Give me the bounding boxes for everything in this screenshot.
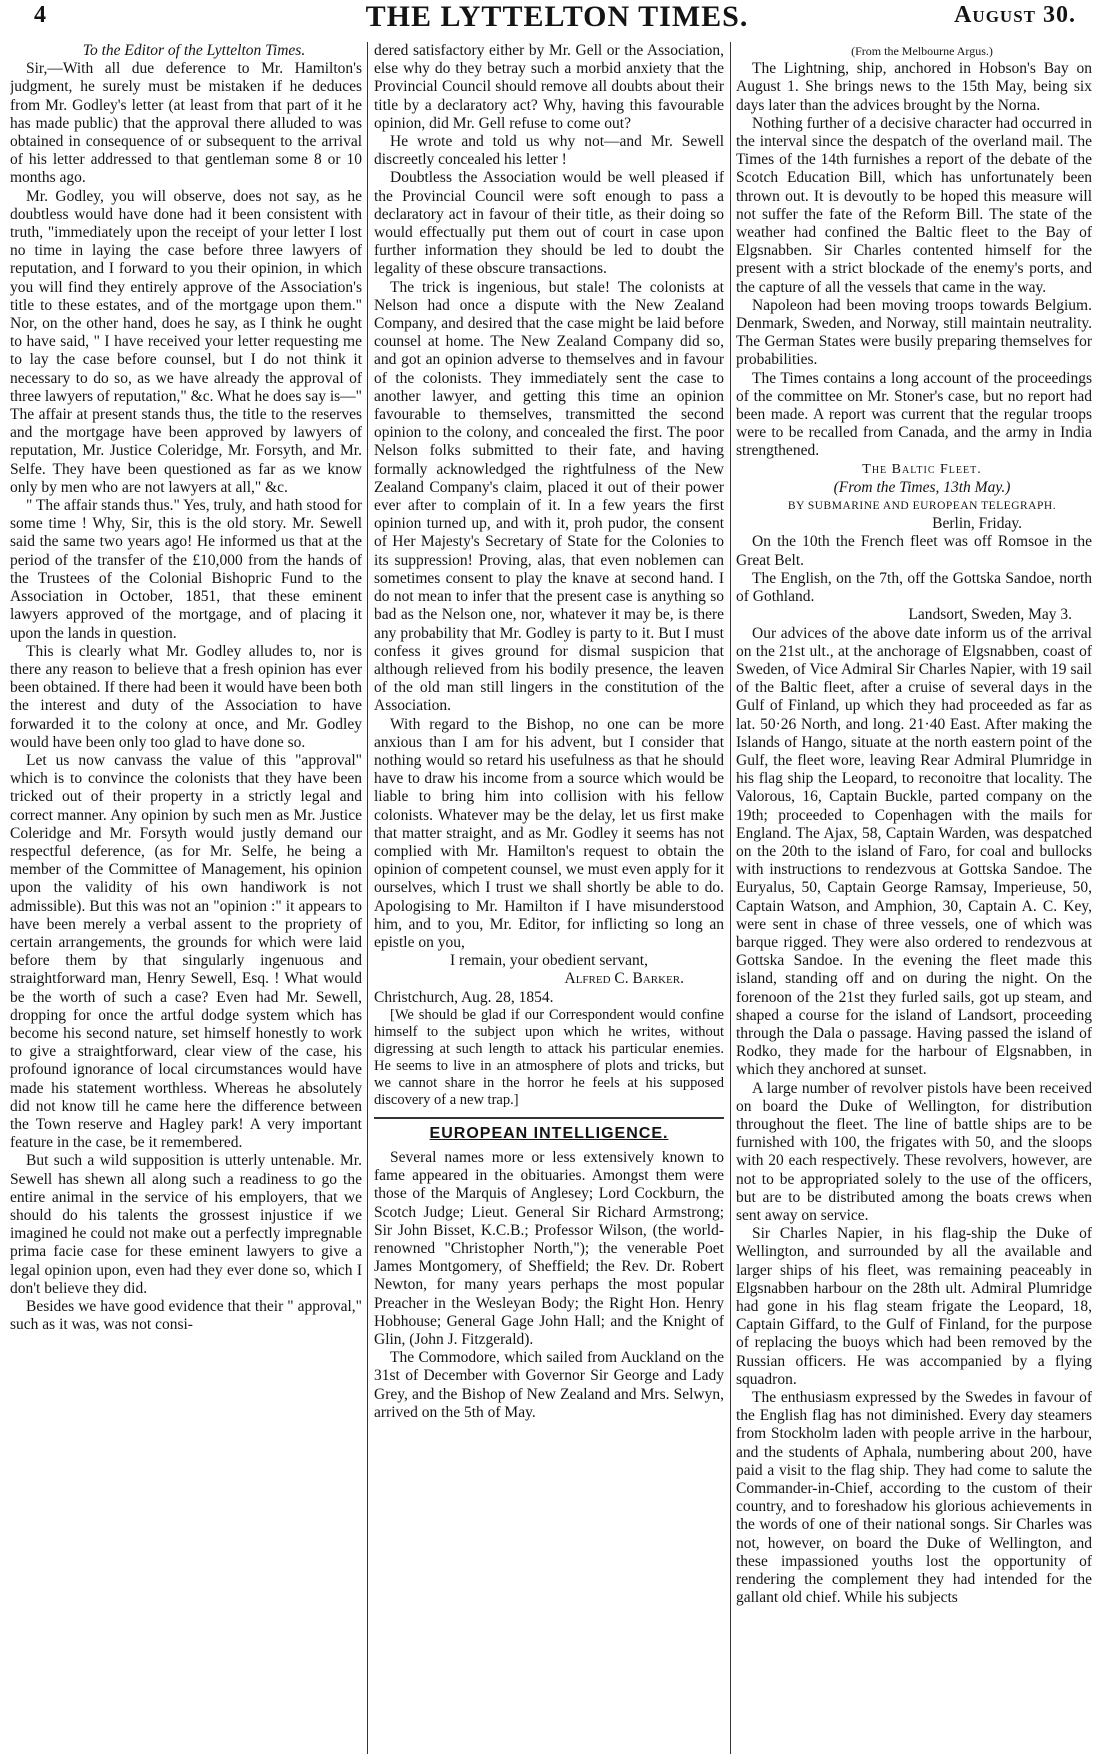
article-paragraph: Our advices of the above date inform us of the arrival on the 21st ult., at the anchorage of Elgsnabben, coast of Sweden, of Vice Admiral Sir Charles Napier, with 19 sail of the Baltic fleet, after a cruise of several days in the Gulf of Finland, up which they had proceeded as far as lat. 50·26 North, and long. 21·40 East. After making the Islands of Hango, situate at the north eastern point of the Gulf, the fleet wore, leaving Rear Admiral Plumridge in his flag ship the Leopard, to reconoitre that locality. The Valorous, 16, Captain Buckle, parted company on the 19th; proceeded to Copenhagen with the mails for England. The Ajax, 58, Captain Warden, was despatched on the 20th to the island of Faro, for coal and bullocks with instructions to rendezvous at Gottska Sandoe. The Euryalus, 50, Captain George Ramsay, Imperieuse, 50, Captain Watson, and Amphion, 30, Captain A. C. Key, were sent in chase of three vessels, one of which was barque rigged. They were also ordered to rendezvous at Gottska Sandoe. In the evening the fleet made this island, standing off and on during the night. On the forenoon of the 21st they furled sails, got up steam, and shaped a course for the island of Landsort, proceeding through the Dala o passage. Having passed the island of Rodko, they made for the harbour of Elgsnabben, in which they anchored at sunset. [736,624,1092,1079]
section-heading: EUROPEAN INTELLIGENCE. [429,1124,669,1142]
article-paragraph: The Commodore, which sailed from Auckland on the 31st of December with Governor Sir George and Lady Grey, and the Bishop of New Zealand and Mrs. Selwyn, arrived on the 5th of May. [374,1349,724,1421]
article-paragraph: Nothing further of a decisive character had occurred in the interval since the despatch of the overland mail. The Times of the 14th furnishes a report of the debate of the Scotch Education Bill, which has unfortunately been thrown out. It is devoutly to be hoped this measure will not suffer the fate of the Reform Bill. The state of the weather had confined the Baltic fleet to the Bay of Elgsnabben. Sir Charles contented himself for the present with a strict blockade of the enemy's ports, and the capture of all the vessels that came in the way. [736,114,1092,296]
dateline: Berlin, Friday. [932,515,1022,533]
article-paragraph: On the 10th the French fleet was off Romsoe in the Great Belt. [736,533,1092,569]
newspaper-title: THE LYTTELTON TIMES. [365,0,749,33]
article-paragraph: Several names more or less extensively known to fame appeared in the obituaries. Amongst them were those of the Marquis of Anglesey; Lord Cockburn, the Scotch Judge; Lieut. General Sir Richard Armstrong; Sir John Bisset, K.C.B.; Professor Wilson, (the world-renowned "Christopher North,"); the venerable Poet James Montgomery, of Sheffield; the Rev. Dr. Robert Newton, for many years perhaps the most popular Preacher in the Wesleyan Body; the Right Hon. Henry Hobhouse; General Gage John Hall; and the Knight of Glin, (John J. Fitzgerald). [374,1148,724,1348]
article-paragraph: The English, on the 7th, off the Gottska Sandoe, north of Gothland. [736,569,1092,606]
article-paragraph: Sir Charles Napier, in his flag-ship the Duke of Wellington, and surrounded by all the available and larger ships of his fleet, was remaining peaceably in Elgsnabben harbour on the 28th ult. Admiral Plumridge had gone in his flag steam frigate the Leopard, 18, Captain Giffard, to the Gulf of Finland, for the purpose of replacing the buoys which had been removed by the Russian officers. He was accompanied by a flying squadron. [736,1225,1092,1388]
letter-paragraph: The trick is ingenious, but stale! The colonists at Nelson had once a dispute with the New Zealand Company, and desired that the case might be laid before counsel at home. The New Zealand Company did so, and got an opinion adverse to themselves and in favour of the colonists. They immediately sent the case to another lawyer, and getting this time an opinion favourable to themselves, transmitted the second opinion to the colony, and concealed the first. The poor Nelson folks submitted to their fate, and having formally acknowledged the rightfulness of the New Zealand Company's claim, placed it out of their power ever after to complain of it. In a few years the first opinion turned up, and with it, proh pudor, the consent of Her Majesty's Secretary of State for the Colonies to its suppression! Proving, alas, that even noblemen can sometimes consent to play the knave at second hand. I do not mean to infer that the present case is anything so bad as the Nelson one, nor, whatever it may be, is there any probability that Mr. Godley is party to it. But I must confess it gives ground for dismal suspicion that although relieved from his bodily presence, the leaven of the old man still lingers in the constitution of the Association. [374,278,724,715]
letter-paragraph: dered satisfactory either by Mr. Gell or the Association, else why do they betray such a morbid anxiety that the Provincial Council should remove all doubts about their title by a declaratory act? Why, having this favourable opinion, did Mr. Gell refuse to come out? [374,42,724,132]
article-paragraph: Napoleon had been moving troops towards Belgium. Denmark, Sweden, and Norway, still maintain neutrality. The German States were busily preparing themselves for probabilities. [736,296,1092,369]
letter-paragraph: Mr. Godley, you will observe, does not say, as he doubtless would have done had it been consistent with truth, "immediately upon the receipt of your letter I lost no time in laying the case before three lawyers of reputation, and I forward to you their opinion, in which you will find they entirely approve of the Association's title to these estates, and of the mortgage upon them." Nor, on the other hand, does he say, as I think he ought to have said, " I have received your letter requesting me to lay the case before counsel, but I do not think it necessary to do so, as we have already the approval of three lawyers of reputation," &c. What he does say is—" The affair at present stands thus, the title to the reserves and the mortgage have been approved by lawyers of reputation, Mr. Justice Coleridge, Mr. Forsyth, and Mr. Selfe. They have been questioned as far as we know only by men who are not lawyers at all," &c. [10,187,362,496]
letter-paragraph: Sir,—With all due deference to Mr. Hamilton's judgment, he surely must be mistaken if he deduces from Mr. Godley's letter (at least from that part of it he has made public) that the approval there alluded to was obtained in consequence of or subsequent to the arrival of his letter addressed to that gentleman some 8 or 10 months ago. [10,60,362,187]
telegraph-heading: BY SUBMARINE AND EUROPEAN TELEGRAPH. [787,500,1057,513]
letter-paragraph: This is clearly what Mr. Godley alludes to, nor is there any reason to believe that a fresh opinion has ever been obtained. If there had been it would have been both the interest and duty of the Association to have forwarded it to the colony at once, and Mr. Godley would have been only too glad to have done so. [10,642,362,751]
article-source: (From the Melbourne Argus.) [851,44,993,58]
article-source: (From the Times, 13th May.) [833,478,1011,496]
article-subheading: The Baltic Fleet. [862,461,982,477]
article-paragraph: The Times contains a long account of the proceedings of the committee on Mr. Stoner's case, but no report had been made. A report was current that the regular troops were to be recalled from Canada, and the army in India strengthened. [736,369,1092,460]
column-middle [374,42,724,1754]
column-divider [367,42,368,1754]
page-number: 4 [34,2,46,28]
section-divider [374,1117,724,1119]
column-divider [730,42,731,1754]
article-paragraph: The Lightning, ship, anchored in Hobson's Bay on August 1. She brings news to the 15th May, being six days later than the advices brought by the Norna. [736,60,1092,114]
letter-paragraph: With regard to the Bishop, no one can be more anxious than I am for his advent, but I consider that nothing would so retard his usefulness as that he should have to draw his income from a source which would be liable to bring him into collision with his fellow colonists. Whatever may be the delay, let us first make that matter straight, and as Mr. Godley it seems has not complied with Mr. Hamilton's request to obtain the opinion of competent counsel, we must even apply for it ourselves, which I trust we shall shortly be able to do. Apologising to Mr. Hamilton if I have misunderstood him, and to you, Mr. Editor, for inflicting so long an epistle on you, [374,715,724,951]
letter-paragraph: " The affair stands thus." Yes, truly, and hath stood for some time ! Why, Sir, this is the old story. Mr. Sewell said the same two years ago! He informed us that at the period of the transfer of the £10,000 from the hands of the Trustees of the Colonial Bishopric Fund to the Association in October, 1851, that these eminent lawyers approved of the mortgage, and of placing it upon the lands in question. [10,497,362,642]
masthead [0,0,1114,34]
letter-paragraph: He wrote and told us why not—and Mr. Sewell discreetly concealed his letter ! [374,133,724,169]
letter-paragraph: Let us now canvass the value of this "approval" which is to convince the colonists that they have been tricked out of their property in a strictly legal and correct manner. Any opinion by such men as Mr. Justice Coleridge and Mr. Forsyth would justly demand our respectful deference, (as for Mr. Selfe, he being a member of the Committee of Management, his opinion upon the validity of his own handiwork is not admissible). But this was not an "opinion :" it appears to have been merely a verbal assent to the propriety of certain arrangements, the grounds for which were laid before them by that singularly ingenuous and straightforward man, Henry Sewell, Esq. ! What would be the worth of such a case? Even had Mr. Sewell, dropping for once the artful dodge system which has become his second nature, set himself honestly to work to give a straightforward, clear view of the case, his profound ignorance of local circumstances would have made his statement worthless. Whereas he absolutely did not know till he came here the difference between the Town reserve and Hagley park! A very important feature in the case, be it remembered. [10,751,362,1152]
issue-date: August 30. [954,2,1076,28]
letter-signature: Alfred C. Barker. [564,970,684,988]
letter-dateline: Christchurch, Aug. 28, 1854. [374,988,554,1006]
letter-paragraph: Besides we have good evidence that their " approval," such as it was, was not consi- [10,1298,362,1334]
column-right [736,42,1092,1754]
letter-closing: I remain, your obedient servant, [450,952,648,970]
letter-paragraph: But such a wild supposition is utterly untenable. Mr. Sewell has shewn all along such a readiness to go the entire animal in the service of his employers, that we should do his talents the grossest injustice if we imagined he could not make out a perfectly impregnable prima facie case for these eminent lawyers to give a legal opinion upon, even had they ever done so, which I don't believe they did. [10,1152,362,1297]
editor-note: [We should be glad if our Correspondent would confine himself to the subject upon which he writes, without digressing at such length to attack his particular enemies. He seems to live in an atmosphere of plots and tricks, but we cannot share in the horror he feels at his supposed discovery of a new trap.] [374,1006,724,1108]
letter-heading: To the Editor of the Lyttelton Times. [82,42,306,59]
letter-paragraph: Doubtless the Association would be well pleased if the Provincial Council were soft enough to pass a declaratory act in favour of their title, as their doing so would effectually put them out of court in case upon further information they should be led to doubt the legality of these obscure transactions. [374,169,724,278]
article-paragraph: The enthusiasm expressed by the Swedes in favour of the English flag has not diminished. Every day steamers from Stockholm laden with people arrive in the harbour, and the students of Aphala, numbering about 200, have paid a visit to the flag ship. They had come to salute the Commander-in-Chief, according to the custom of their country, and to foreshadow his glorious achievements in the words of one of their national songs. Sir Charles was not, however, on board the Duke of Wellington, and these impassioned youths lost the opportunity of rendering the complement they had intended for the gallant old chief. While his subjects [736,1389,1092,1607]
column-left [10,42,362,1754]
dateline: Landsort, Sweden, May 3. [908,606,1072,624]
article-paragraph: A large number of revolver pistols have been received on board the Duke of Wellington, for distribution throughout the fleet. The line of battle ships are to be furnished with 100, the frigates with 50, and the sloops with 20 each respectively. These revolvers, however, are not to be appropriated solely to the use of the officers, but are to be distributed among the boats crews when sent away on service. [736,1079,1092,1224]
